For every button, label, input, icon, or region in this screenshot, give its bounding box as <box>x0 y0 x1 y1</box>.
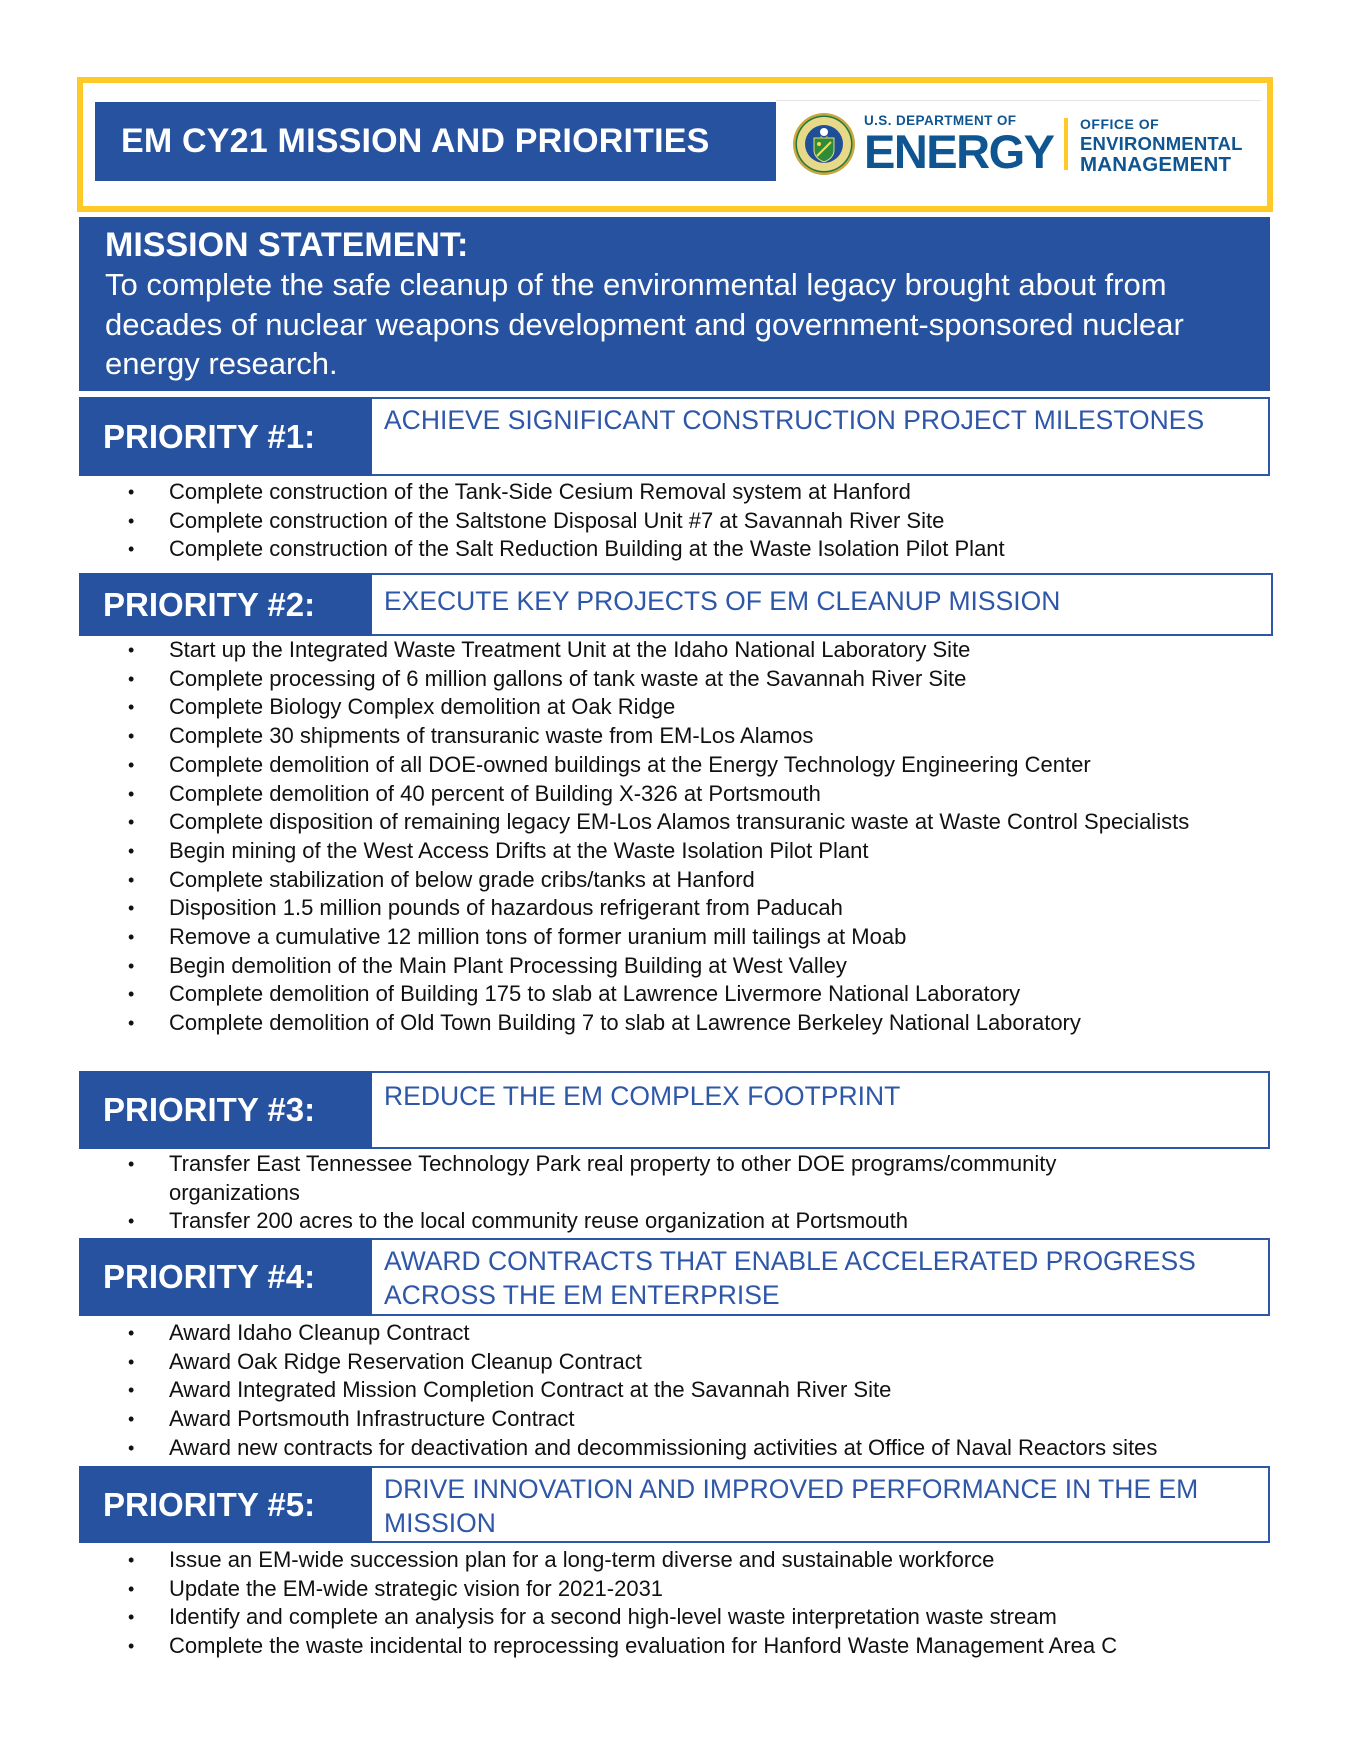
priority-label: PRIORITY #3: <box>79 1071 372 1149</box>
list-item: • Complete Biology Complex demolition at Oak Ridge <box>128 693 1278 722</box>
priority-header-5 <box>79 1466 1270 1543</box>
list-item: • Begin mining of the West Access Drifts at the Waste Isolation Pilot Plant <box>128 837 1278 866</box>
priority-label: PRIORITY #2: <box>79 573 372 636</box>
list-item: • Complete construction of the Tank-Side Cesium Removal system at Hanford <box>128 478 1278 507</box>
priority-header-2 <box>79 573 1270 636</box>
priority-label: PRIORITY #1: <box>79 397 372 476</box>
doe-seal-icon <box>792 112 856 176</box>
priority-1-list <box>128 478 1278 564</box>
priority-5-list <box>128 1546 1278 1661</box>
list-item: • Identify and complete an analysis for a second high-level waste interpretation waste stream <box>128 1603 1278 1632</box>
list-item: • Transfer East Tennessee Technology Park real property to other DOE programs/community organizations <box>128 1150 1278 1207</box>
priority-3-list <box>128 1150 1278 1236</box>
list-item: • Transfer 200 acres to the local community reuse organization at Portsmouth <box>128 1207 1278 1236</box>
priority-title: ACHIEVE SIGNIFICANT CONSTRUCTION PROJECT MILESTONES <box>372 397 1270 476</box>
list-item: • Remove a cumulative 12 million tons of former uranium mill tailings at Moab <box>128 923 1278 952</box>
priority-title: DRIVE INNOVATION AND IMPROVED PERFORMANCE IN THE EM MISSION <box>372 1466 1270 1543</box>
office-em-wordmark <box>1080 115 1265 176</box>
priority-header-3 <box>79 1071 1270 1149</box>
priority-title: EXECUTE KEY PROJECTS OF EM CLEANUP MISSION <box>372 573 1273 636</box>
list-item: • Complete stabilization of below grade cribs/tanks at Hanford <box>128 866 1278 895</box>
mission-heading: MISSION STATEMENT: <box>105 226 469 264</box>
priority-title: REDUCE THE EM COMPLEX FOOTPRINT <box>372 1071 1270 1149</box>
list-item: • Complete construction of the Salt Reduction Building at the Waste Isolation Pilot Plant <box>128 535 1278 564</box>
mission-statement <box>79 217 1270 391</box>
logo-divider-line <box>776 100 1261 101</box>
priority-2-list <box>128 636 1278 1038</box>
list-item: • Complete demolition of Old Town Building 7 to slab at Lawrence Berkeley National Laboratory <box>128 1009 1278 1038</box>
list-item: • Award new contracts for deactivation and decommissioning activities at Office of Naval Reactors sites <box>128 1434 1278 1463</box>
list-item: • Award Oak Ridge Reservation Cleanup Contract <box>128 1348 1278 1377</box>
doe-wordmark <box>864 113 1059 177</box>
list-item: • Disposition 1.5 million pounds of hazardous refrigerant from Paducah <box>128 894 1278 923</box>
office-line-3: MANAGEMENT <box>1080 153 1232 176</box>
list-item: • Complete construction of the Saltstone Disposal Unit #7 at Savannah River Site <box>128 507 1278 536</box>
list-item: • Complete processing of 6 million gallons of tank waste at the Savannah River Site <box>128 665 1278 694</box>
list-item: • Award Integrated Mission Completion Contract at the Savannah River Site <box>128 1376 1278 1405</box>
priority-label: PRIORITY #4: <box>79 1238 372 1316</box>
list-item: • Complete demolition of all DOE-owned buildings at the Energy Technology Engineering Center <box>128 751 1278 780</box>
list-item: • Update the EM-wide strategic vision for 2021-2031 <box>128 1575 1278 1604</box>
priority-title: AWARD CONTRACTS THAT ENABLE ACCELERATED PROGRESS ACROSS THE EM ENTERPRISE <box>372 1238 1270 1316</box>
list-item: • Complete 30 shipments of transuranic waste from EM-Los Alamos <box>128 722 1278 751</box>
list-item: • Issue an EM-wide succession plan for a long-term diverse and sustainable workforce <box>128 1546 1278 1575</box>
list-item: • Award Portsmouth Infrastructure Contract <box>128 1405 1278 1434</box>
page-title: EM CY21 MISSION AND PRIORITIES <box>121 122 710 160</box>
list-item: • Complete the waste incidental to reprocessing evaluation for Hanford Waste Management Area C <box>128 1632 1278 1661</box>
list-item: • Begin demolition of the Main Plant Processing Building at West Valley <box>128 952 1278 981</box>
doe-energy-wordmark: ENERGY <box>864 125 1054 177</box>
priority-label: PRIORITY #5: <box>79 1466 372 1543</box>
list-item: • Start up the Integrated Waste Treatment Unit at the Idaho National Laboratory Site <box>128 636 1278 665</box>
priority-header-1 <box>79 397 1270 476</box>
list-item: • Complete disposition of remaining legacy EM-Los Alamos transuranic waste at Waste Control Specialists <box>128 808 1278 837</box>
logo-yellow-divider <box>1064 118 1068 170</box>
mission-text: To complete the safe cleanup of the environmental legacy brought about from decades of nuclear weapons development and government-sponsored nuclear energy research. <box>105 267 1184 381</box>
list-item: • Complete demolition of 40 percent of Building X-326 at Portsmouth <box>128 780 1278 809</box>
doe-department-line: U.S. DEPARTMENT OF <box>864 113 1017 128</box>
list-item: • Award Idaho Cleanup Contract <box>128 1319 1278 1348</box>
priority-4-list <box>128 1319 1278 1463</box>
priority-header-4 <box>79 1238 1270 1316</box>
list-item: • Complete demolition of Building 175 to slab at Lawrence Livermore National Laboratory <box>128 980 1278 1009</box>
title-banner <box>95 102 776 181</box>
office-line-1: OFFICE OF <box>1080 116 1160 132</box>
office-line-2: ENVIRONMENTAL <box>1080 133 1243 154</box>
